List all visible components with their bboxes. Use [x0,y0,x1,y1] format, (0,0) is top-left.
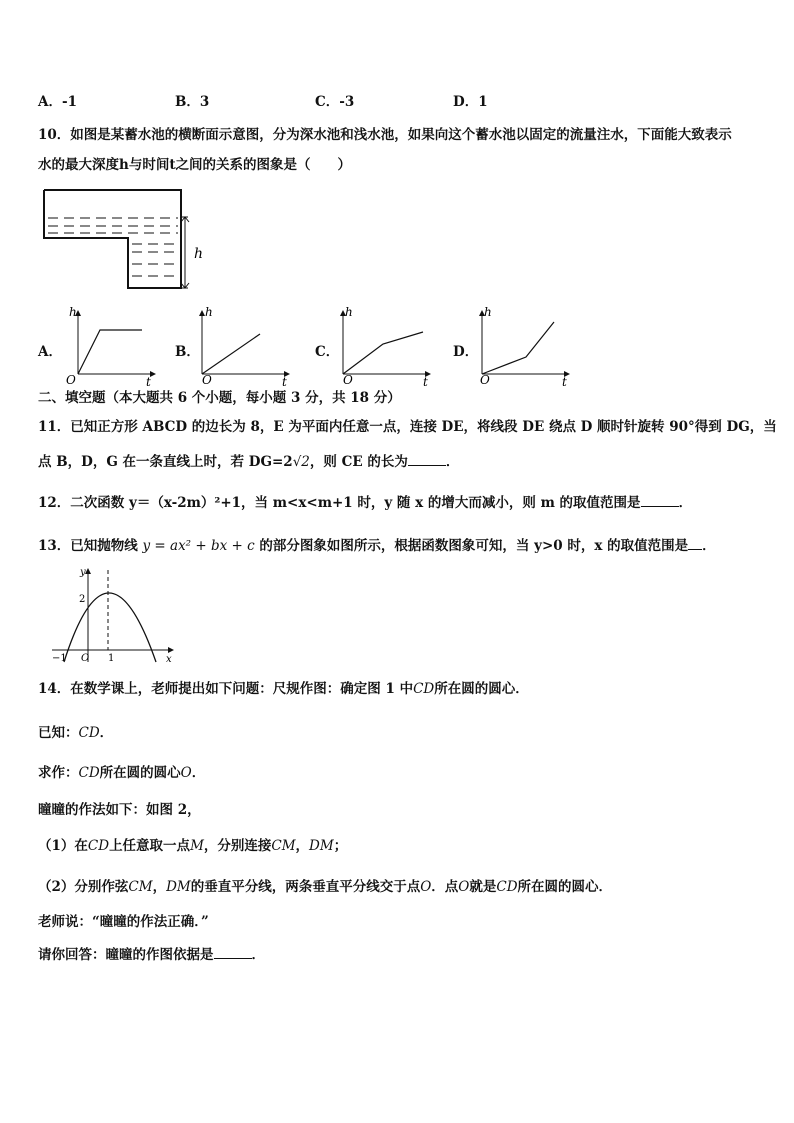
q13-line: 13．已知抛物线 y = ax² + bx + c 的部分图象如图所示，根据函数图象可知，当 y>0 时，x 的取值范围是 ． [38,538,716,554]
q14-teacher: 老师说：“曈曈的作法正确．” [38,914,209,930]
svg-text:O: O [66,373,76,387]
q14-line1: 14．在数学课上，老师提出如下问题：尺规作图：确定图 1 中CD所在圆的圆心． [38,681,529,697]
q14-answer: 请你回答：曈曈的作图依据是 ． [38,947,265,963]
svg-text:t: t [423,375,428,388]
q10-option-a-label: A． [38,344,62,360]
svg-text:t: t [562,375,567,388]
q10-line1: 10．如图是某蓄水池的横断面示意图，分为深水池和浅水池，如果向这个蓄水池以固定的流量注水，下面能大致表示 [38,127,732,143]
reservoir-diagram [38,186,218,296]
q12-line: 12．二次函数 y＝（x-2m）²+1，当 m<x<m+1 时，y 随 x 的增大而减小，则 m 的取值范围是 ． [38,495,693,511]
q10-graph-c [327,304,437,388]
svg-text:O: O [202,373,212,387]
q11-line2: 点 B，D，G 在一条直线上时，若 DG=2√2，则 CE 的长为 ． [38,454,460,470]
q10-graph-a [62,304,162,388]
q11-line1: 11．已知正方形 ABCD 的边长为 8，E 为平面内任意一点，连接 DE，将线段 DE 绕点 D 顺时针旋转 90°得到 DG，当 [38,419,777,435]
q9-option-a: A．-1 [38,94,77,110]
q12-blank [641,494,679,507]
sqrt2: √2 [292,454,310,470]
q10-option-b-label: B． [175,344,200,360]
svg-text:t: t [282,375,287,388]
svg-text:2: 2 [79,594,86,605]
svg-text:h: h [69,305,77,319]
svg-text:x: x [166,654,172,664]
parabola-formula: y = ax² + bx + c [142,538,255,554]
q14-step2: （2）分别作弦CM，DM的垂直平分线，两条垂直平分线交于点O．点O就是CD所在圆的圆心． [38,879,613,895]
svg-text:O: O [480,373,490,387]
q10-line2: 水的最大深度h与时间t之间的关系的图象是（ ） [38,157,352,173]
svg-text:O: O [343,373,353,387]
q14-known: 已知：CD． [38,725,114,741]
parabola-graph [48,564,178,664]
q14-ask: 求作：CD所在圆的圆心O． [38,765,206,781]
svg-text:t: t [146,375,151,388]
depth-label: h [194,246,204,262]
q9-option-d: D．1 [453,94,488,110]
q13-blank [688,537,702,550]
svg-text:h: h [345,305,353,319]
q11-blank [408,453,446,466]
q14-step1: （1）在CD上任意取一点M，分别连接CM，DM； [38,838,348,854]
q14-method: 曈曈的作法如下：如图 2， [38,802,201,818]
svg-text:h: h [205,305,213,319]
svg-text:h: h [484,305,492,319]
arc-cd: CD [413,681,435,697]
q9-option-c: C．-3 [315,94,355,110]
q10-option-c-label: C． [315,344,340,360]
q9-option-b: B．3 [175,94,210,110]
q10-graph-b [186,304,296,388]
q10-graph-d [466,304,576,388]
svg-text:y: y [80,567,86,578]
svg-text:O: O [81,653,90,664]
svg-text:−1: −1 [52,653,67,664]
q14-blank [214,946,252,959]
q10-option-d-label: D． [453,344,479,360]
svg-text:1: 1 [108,653,115,664]
section-heading: 二、填空题（本大题共 6 个小题，每小题 3 分，共 18 分） [38,390,401,406]
